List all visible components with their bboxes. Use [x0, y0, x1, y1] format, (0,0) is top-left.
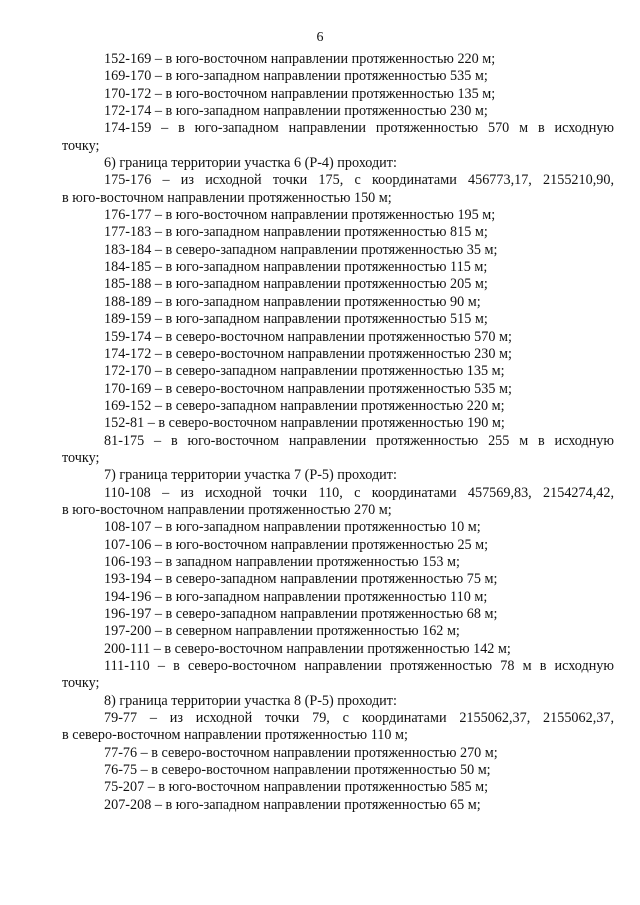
text-line: 107-106 – в юго-восточном направлении протяженностью 25 м; [104, 536, 489, 553]
text-line: 76-75 – в северо-восточном направлении протяженностью 50 м; [104, 762, 491, 779]
text-line: 177-183 – в юго-западном направлении протяженностью 815 м; [104, 224, 488, 241]
text-line: 152-81 – в северо-восточном направлении протяженностью 190 м; [104, 415, 505, 432]
text-line: 188-189 – в юго-западном направлении протяженностью 90 м; [104, 293, 481, 310]
text-line: 193-194 – в северо-западном направлении протяженностью 75 м; [104, 571, 498, 588]
text-line: 207-208 – в юго-западном направлении протяженностью 65 м; [104, 796, 481, 813]
text-line: 159-174 – в северо-восточном направлении протяженностью 570 м; [104, 328, 512, 345]
text-line: 189-159 – в юго-западном направлении протяженностью 515 м; [104, 311, 488, 328]
text-line: 79-77 – из исходной точки 79, с координатами 2155062,37, 2155062,37, [104, 710, 614, 727]
text-line: 197-200 – в северном направлении протяженностью 162 м; [104, 623, 460, 640]
text-line: 170-172 – в юго-восточном направлении протяженностью 135 м; [104, 85, 496, 102]
text-line: 152-169 – в юго-восточном направлении протяженностью 220 м; [104, 51, 496, 67]
text-line: 77-76 – в северо-восточном направлении протяженностью 270 м; [104, 744, 498, 761]
text-line: 110-108 – из исходной точки 110, с координатами 457569,83, 2154274,42, [104, 484, 614, 501]
text-line: 170-169 – в северо-восточном направлении протяженностью 535 м; [104, 380, 512, 397]
text-line: точку; [62, 137, 100, 154]
text-line: 175-176 – из исходной точки 175, с координатами 456773,17, 2155210,90, [104, 172, 614, 189]
text-line: 184-185 – в юго-западном направлении протяженностью 115 м; [104, 259, 488, 276]
text-line: 106-193 – в западном направлении протяженностью 153 м; [104, 553, 460, 570]
text-line: 196-197 – в северо-западном направлении протяженностью 68 м; [104, 606, 498, 622]
text-line: в северо-восточном направлении протяженностью 110 м; [62, 727, 408, 744]
text-line: точку; [62, 449, 100, 466]
text-line: в юго-восточном направлении протяженностью 150 м; [62, 189, 392, 206]
text-line: 172-170 – в северо-западном направлении протяженностью 135 м; [104, 363, 505, 380]
text-line: точку; [62, 675, 100, 692]
text-line: 200-111 – в северо-восточном направлении протяженностью 142 м; [104, 640, 511, 657]
text-line: 172-174 – в юго-западном направлении протяженностью 230 м; [104, 103, 488, 120]
text-line: 169-152 – в северо-западном направлении протяженностью 220 м; [104, 397, 505, 414]
document-body [62, 51, 614, 814]
text-line: 176-177 – в юго-восточном направлении протяженностью 195 м; [104, 207, 496, 224]
text-line: 7) граница территории участка 7 (Р-5) проходит: [104, 467, 397, 484]
text-line: 183-184 – в северо-западном направлении протяженностью 35 м; [104, 241, 498, 258]
text-line: 111-110 – в северо-восточном направлении протяженностью 78 м в исходную [104, 658, 614, 675]
text-line: в юго-восточном направлении протяженностью 270 м; [62, 501, 392, 518]
text-line: 185-188 – в юго-западном направлении протяженностью 205 м; [104, 276, 488, 293]
text-line: 174-172 – в северо-восточном направлении протяженностью 230 м; [104, 345, 512, 362]
page-number: 6 [316, 30, 324, 45]
text-line: 194-196 – в юго-западном направлении протяженностью 110 м; [104, 588, 488, 605]
text-line: 6) граница территории участка 6 (Р-4) проходит: [104, 155, 397, 172]
text-line: 108-107 – в юго-западном направлении протяженностью 10 м; [104, 519, 481, 536]
text-line: 169-170 – в юго-западном направлении протяженностью 535 м; [104, 68, 488, 85]
text-line: 8) граница территории участка 8 (Р-5) проходит: [104, 692, 397, 709]
text-line: 174-159 – в юго-западном направлении протяженностью 570 м в исходную [104, 120, 614, 137]
text-line: 81-175 – в юго-восточном направлении протяженностью 255 м в исходную [104, 432, 614, 449]
text-line: 75-207 – в юго-восточном направлении протяженностью 585 м; [104, 779, 489, 796]
